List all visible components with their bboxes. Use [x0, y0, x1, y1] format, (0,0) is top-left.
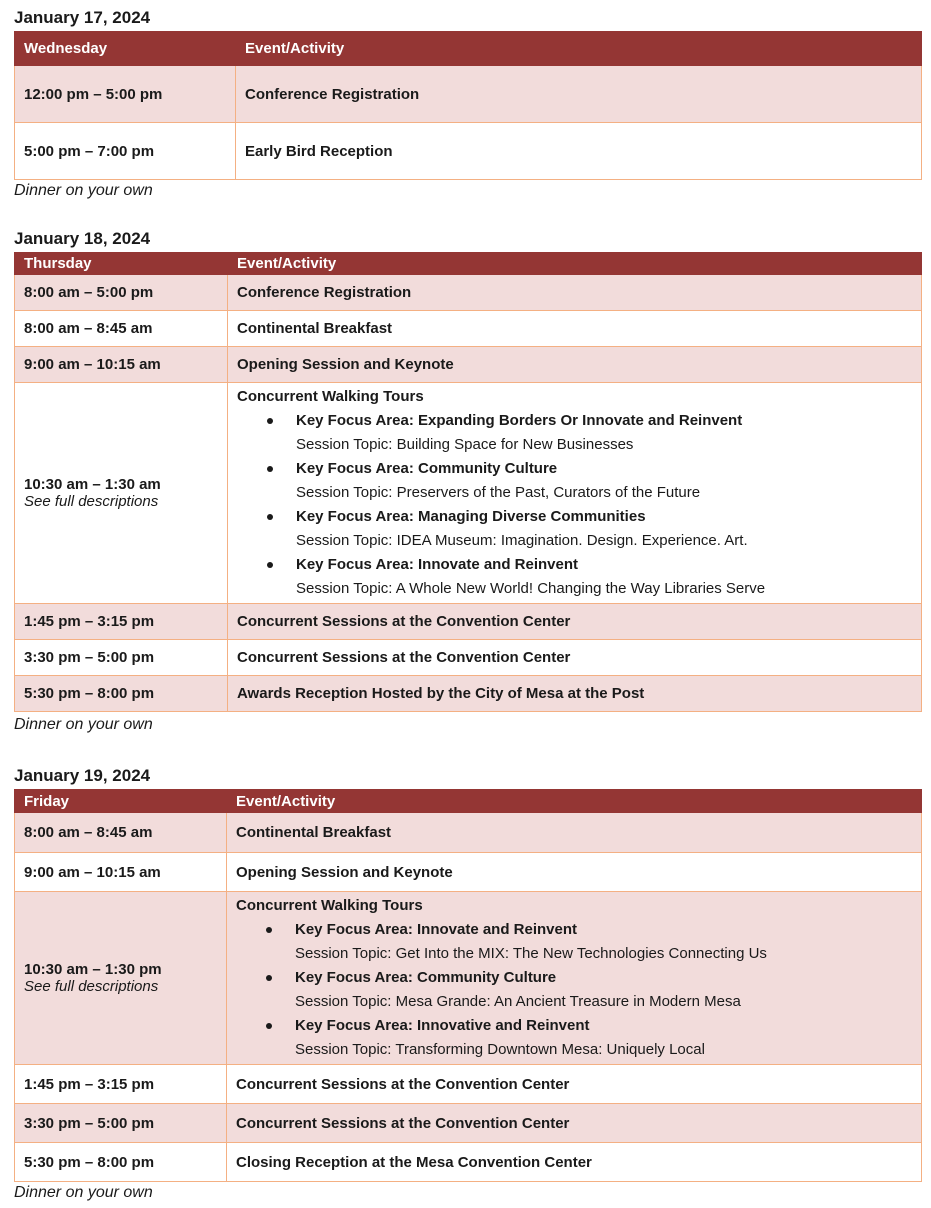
event-cell: Concurrent Sessions at the Convention Center	[228, 640, 922, 676]
day-note: Dinner on your own	[14, 182, 153, 199]
list-item	[237, 457, 921, 505]
bullet-icon	[267, 418, 273, 424]
time-cell: 12:00 pm – 5:00 pm	[15, 66, 236, 123]
event-cell: Concurrent Sessions at the Convention Center	[227, 1104, 922, 1143]
time-cell	[15, 892, 227, 1065]
event-cell: Awards Reception Hosted by the City of Mesa at the Post	[228, 676, 922, 712]
session-topic: Session Topic: Get Into the MIX: The New Technologies Connecting Us	[295, 945, 767, 962]
list-item	[236, 918, 921, 966]
schedule-table	[14, 252, 922, 712]
focus-area: Key Focus Area: Innovative and Reinvent	[295, 1017, 590, 1034]
table-row	[15, 1065, 922, 1104]
event-header: Event/Activity	[236, 32, 922, 66]
focus-area: Key Focus Area: Community Culture	[295, 969, 557, 986]
list-item	[237, 553, 921, 601]
time-cell	[15, 383, 228, 604]
table-row	[15, 66, 922, 123]
time-cell: 8:00 am – 5:00 pm	[15, 275, 228, 311]
day-title: January 17, 2024	[14, 8, 151, 27]
time-cell: 3:30 pm – 5:00 pm	[15, 1104, 227, 1143]
table-row	[15, 1104, 922, 1143]
session-topic: Session Topic: IDEA Museum: Imagination. Design. Experience. Art.	[296, 532, 748, 549]
time-cell: 5:00 pm – 7:00 pm	[15, 123, 236, 180]
see-descriptions-note: See full descriptions	[24, 493, 159, 510]
focus-area: Key Focus Area: Innovate and Reinvent	[296, 556, 579, 573]
table-header-row	[15, 32, 922, 66]
table-row	[15, 275, 922, 311]
day-header: Friday	[15, 790, 227, 813]
table-row	[15, 1143, 922, 1182]
list-item	[236, 1014, 921, 1062]
day-header: Thursday	[15, 253, 228, 275]
list-item	[236, 966, 921, 1014]
event-header: Event/Activity	[228, 253, 922, 275]
event-cell: Concurrent Sessions at the Convention Center	[227, 1065, 922, 1104]
event-header: Event/Activity	[227, 790, 922, 813]
bullet-icon	[266, 927, 272, 933]
day-note: Dinner on your own	[14, 1184, 153, 1201]
session-topic: Session Topic: Preservers of the Past, Curators of the Future	[296, 484, 701, 501]
day-header: Wednesday	[15, 32, 236, 66]
tours-heading: Concurrent Walking Tours	[236, 897, 423, 914]
focus-area: Key Focus Area: Expanding Borders Or Innovate and Reinvent	[296, 412, 743, 429]
table-row	[15, 813, 922, 853]
bullet-icon	[267, 514, 273, 520]
bullet-icon	[266, 1023, 272, 1029]
event-cell: Opening Session and Keynote	[227, 853, 922, 892]
event-cell: Early Bird Reception	[236, 123, 922, 180]
event-cell	[227, 892, 922, 1065]
table-row-walking-tours	[15, 383, 922, 604]
time-cell: 9:00 am – 10:15 am	[15, 853, 227, 892]
tour-list	[237, 409, 921, 601]
table-header-row	[15, 253, 922, 275]
event-cell: Conference Registration	[236, 66, 922, 123]
schedule-table	[14, 789, 922, 1182]
time-cell: 8:00 am – 8:45 am	[15, 311, 228, 347]
event-cell: Closing Reception at the Mesa Convention Center	[227, 1143, 922, 1182]
table-row	[15, 311, 922, 347]
event-cell: Conference Registration	[228, 275, 922, 311]
see-descriptions-note: See full descriptions	[24, 978, 159, 995]
list-item	[237, 505, 921, 553]
schedule-table	[14, 31, 922, 180]
table-row	[15, 604, 922, 640]
table-row	[15, 123, 922, 180]
bullet-icon	[266, 975, 272, 981]
event-cell	[228, 383, 922, 604]
focus-area: Key Focus Area: Innovate and Reinvent	[295, 921, 578, 938]
time-cell: 8:00 am – 8:45 am	[15, 813, 227, 853]
bullet-icon	[267, 466, 273, 472]
table-row-walking-tours	[15, 892, 922, 1065]
event-cell: Continental Breakfast	[228, 311, 922, 347]
event-cell: Concurrent Sessions at the Convention Center	[228, 604, 922, 640]
table-row	[15, 853, 922, 892]
list-item	[237, 409, 921, 457]
event-cell: Opening Session and Keynote	[228, 347, 922, 383]
tours-heading: Concurrent Walking Tours	[237, 388, 424, 405]
session-topic: Session Topic: A Whole New World! Changing the Way Libraries Serve	[296, 580, 766, 597]
bullet-icon	[267, 562, 273, 568]
table-header-row	[15, 790, 922, 813]
session-topic: Session Topic: Building Space for New Businesses	[296, 436, 634, 453]
time-cell: 1:45 pm – 3:15 pm	[15, 1065, 227, 1104]
table-row	[15, 347, 922, 383]
focus-area: Key Focus Area: Community Culture	[296, 460, 558, 477]
session-topic: Session Topic: Transforming Downtown Mesa: Uniquely Local	[295, 1041, 705, 1058]
tour-list	[236, 918, 921, 1062]
day-title: January 19, 2024	[14, 766, 151, 785]
time-cell: 5:30 pm – 8:00 pm	[15, 676, 228, 712]
table-row	[15, 640, 922, 676]
time-cell: 9:00 am – 10:15 am	[15, 347, 228, 383]
time-cell: 5:30 pm – 8:00 pm	[15, 1143, 227, 1182]
table-row	[15, 676, 922, 712]
day-note: Dinner on your own	[14, 716, 153, 733]
time-cell: 3:30 pm – 5:00 pm	[15, 640, 228, 676]
time-label: 10:30 am – 1:30 pm	[24, 961, 162, 978]
event-cell: Continental Breakfast	[227, 813, 922, 853]
time-label: 10:30 am – 1:30 am	[24, 476, 161, 493]
session-topic: Session Topic: Mesa Grande: An Ancient Treasure in Modern Mesa	[295, 993, 741, 1010]
focus-area: Key Focus Area: Managing Diverse Communities	[296, 508, 646, 525]
time-cell: 1:45 pm – 3:15 pm	[15, 604, 228, 640]
day-title: January 18, 2024	[14, 229, 151, 248]
